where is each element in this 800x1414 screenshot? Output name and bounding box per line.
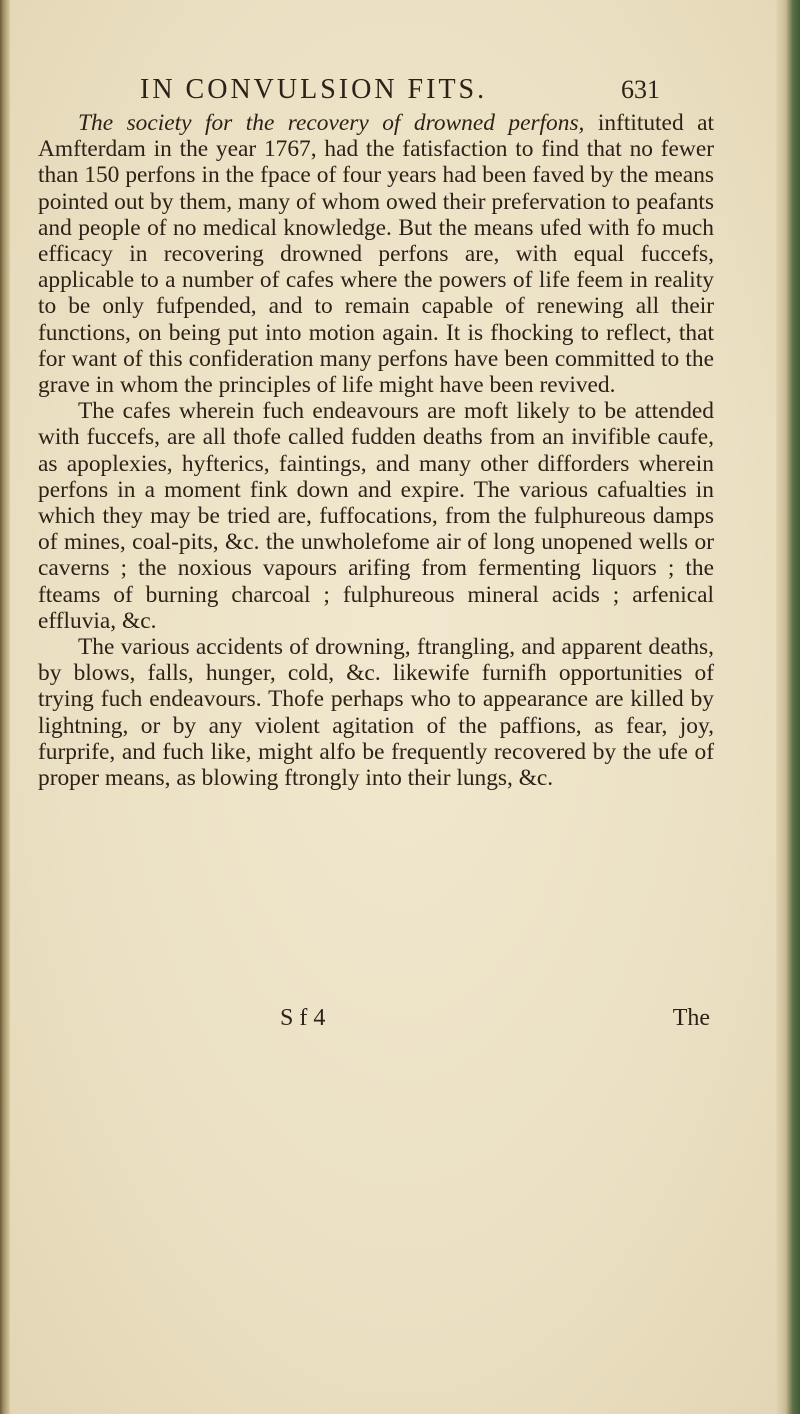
- body-text: [38, 110, 714, 791]
- page-gutter-shadow: [0, 0, 10, 1414]
- catchword: The: [672, 1005, 710, 1031]
- running-head: IN CONVULSION FITS.: [140, 74, 488, 105]
- page-number: 631: [621, 75, 660, 104]
- page-footer: [280, 1005, 710, 1035]
- paragraph-1-text: inftituted at Amfterdam in the year 1767, had the fatisfaction to find that no fewer than 150 perfons in the fpace of four years had been faved by the means pointed out by them, many of whom owed their prefervation to peafants and people of no medical knowledge. But the means ufed with fo much efficacy in recovering drowned perfons are, with equal fuccefs, applicable to a number of cafes where the powers of life feem in reality to be only fufpended, and to remain capable of renewing all their functions, on being put into motion again. It is fhocking to reflect, that for want of this confideration many perfons have been committed to the grave in whom the principles of life might have been revived.: [38, 110, 714, 399]
- signature-mark: S f 4: [280, 1005, 326, 1031]
- paragraph-1: [38, 110, 714, 398]
- paragraph-2: The cafes wherein fuch endeavours are moft likely to be attended with fuccefs, are all thofe called fudden deaths from an invifible caufe, as apoplexies, hyfterics, faintings, and many other difforders wherein perfons in a moment fink down and expire. The various cafualties in which they may be tried are, fuffocations, from the fulphureous damps of mines, coal-pits, &c. the unwholefome air of long unopened wells or caverns ; the noxious vapours arifing from fermenting liquors ; the fteams of burning charcoal ; fulphureous mineral acids ; arfenical effluvia, &c.: [38, 398, 714, 634]
- paragraph-1-italic-opening: The society for the recovery of drowned perfons,: [78, 110, 585, 136]
- page-header: [140, 72, 660, 108]
- page-edge: [776, 0, 800, 1414]
- paragraph-3: The various accidents of drowning, ftrangling, and apparent deaths, by blows, falls, hunger, cold, &c. likewife furnifh opportunities of trying fuch endeavours. Thofe perhaps who to appearance are killed by lightning, or by any violent agitation of the paffions, as fear, joy, furprife, and fuch like, might alfo be frequently recovered by the ufe of proper means, as blowing ftrongly into their lungs, &c.: [38, 634, 714, 792]
